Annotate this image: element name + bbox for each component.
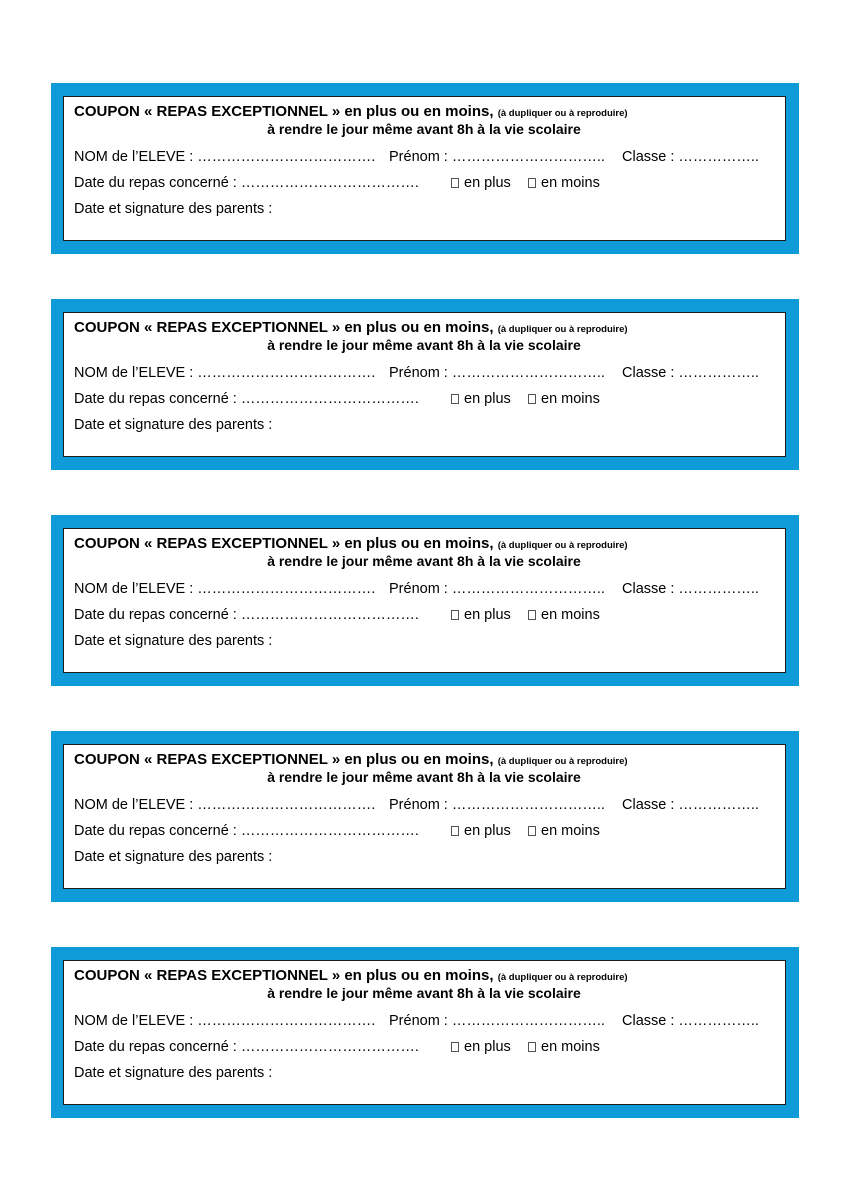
en-moins-option[interactable]: [528, 1039, 600, 1055]
coupon-form: [63, 960, 786, 1105]
en-moins-checkbox[interactable]: [528, 394, 536, 404]
coupon-frame: [51, 83, 799, 254]
prenom-field[interactable]: Prénom : …………………………..: [389, 797, 605, 813]
en-plus-option[interactable]: [451, 823, 511, 839]
coupon-title-text: COUPON « REPAS EXCEPTIONNEL » en plus ou en moins,: [74, 751, 494, 768]
en-moins-label: en moins: [541, 1039, 600, 1055]
parent-signature-row[interactable]: Date et signature des parents :: [74, 633, 273, 649]
en-moins-option[interactable]: [528, 823, 600, 839]
en-moins-label: en moins: [541, 823, 600, 839]
coupon-title: [74, 319, 628, 336]
classe-field[interactable]: Classe : ……………..: [622, 1013, 759, 1029]
en-moins-checkbox[interactable]: [528, 610, 536, 620]
classe-field[interactable]: Classe : ……………..: [622, 149, 759, 165]
en-plus-checkbox[interactable]: [451, 1042, 459, 1052]
coupon-subtitle: à rendre le jour même avant 8h à la vie scolaire: [267, 121, 581, 137]
en-plus-option[interactable]: [451, 607, 511, 623]
prenom-field[interactable]: Prénom : …………………………..: [389, 149, 605, 165]
coupon-subtitle: à rendre le jour même avant 8h à la vie scolaire: [267, 985, 581, 1001]
coupon-title-text: COUPON « REPAS EXCEPTIONNEL » en plus ou en moins,: [74, 319, 494, 336]
coupon-frame: [51, 947, 799, 1118]
meal-date-field[interactable]: Date du repas concerné : ……………………………….: [74, 175, 419, 191]
coupon-subtitle: à rendre le jour même avant 8h à la vie scolaire: [267, 337, 581, 353]
coupon-title-note: (à dupliquer ou à reproduire): [497, 324, 628, 335]
en-moins-option[interactable]: [528, 175, 600, 191]
en-plus-option[interactable]: [451, 1039, 511, 1055]
en-plus-label: en plus: [464, 391, 511, 407]
en-moins-checkbox[interactable]: [528, 1042, 536, 1052]
coupon-title-text: COUPON « REPAS EXCEPTIONNEL » en plus ou en moins,: [74, 967, 494, 984]
classe-field[interactable]: Classe : ……………..: [622, 797, 759, 813]
en-plus-checkbox[interactable]: [451, 610, 459, 620]
coupon-frame: [51, 731, 799, 902]
nom-field[interactable]: NOM de l’ELEVE : ……………………………….: [74, 149, 376, 165]
parent-signature-row[interactable]: Date et signature des parents :: [74, 417, 273, 433]
en-moins-option[interactable]: [528, 391, 600, 407]
parent-signature-row[interactable]: Date et signature des parents :: [74, 849, 273, 865]
en-plus-option[interactable]: [451, 391, 511, 407]
en-plus-label: en plus: [464, 175, 511, 191]
en-plus-checkbox[interactable]: [451, 178, 459, 188]
classe-field[interactable]: Classe : ……………..: [622, 581, 759, 597]
en-moins-option[interactable]: [528, 607, 600, 623]
meal-date-field[interactable]: Date du repas concerné : ……………………………….: [74, 1039, 419, 1055]
en-moins-checkbox[interactable]: [528, 178, 536, 188]
prenom-field[interactable]: Prénom : …………………………..: [389, 581, 605, 597]
en-plus-option[interactable]: [451, 175, 511, 191]
meal-date-field[interactable]: Date du repas concerné : ……………………………….: [74, 391, 419, 407]
coupon-title-note: (à dupliquer ou à reproduire): [497, 108, 628, 119]
coupon-title-note: (à dupliquer ou à reproduire): [497, 756, 628, 767]
en-plus-checkbox[interactable]: [451, 826, 459, 836]
en-plus-label: en plus: [464, 823, 511, 839]
en-plus-label: en plus: [464, 1039, 511, 1055]
nom-field[interactable]: NOM de l’ELEVE : ……………………………….: [74, 797, 376, 813]
nom-field[interactable]: NOM de l’ELEVE : ……………………………….: [74, 1013, 376, 1029]
coupon-title-text: COUPON « REPAS EXCEPTIONNEL » en plus ou en moins,: [74, 535, 494, 552]
parent-signature-row[interactable]: Date et signature des parents :: [74, 1065, 273, 1081]
en-moins-checkbox[interactable]: [528, 826, 536, 836]
en-moins-label: en moins: [541, 391, 600, 407]
nom-field[interactable]: NOM de l’ELEVE : ……………………………….: [74, 365, 376, 381]
coupon-form: [63, 528, 786, 673]
coupon-form: [63, 96, 786, 241]
coupon-frame: [51, 299, 799, 470]
coupon-form: [63, 744, 786, 889]
meal-date-field[interactable]: Date du repas concerné : ……………………………….: [74, 607, 419, 623]
prenom-field[interactable]: Prénom : …………………………..: [389, 1013, 605, 1029]
en-plus-label: en plus: [464, 607, 511, 623]
coupon-frame: [51, 515, 799, 686]
coupon-title: [74, 751, 628, 768]
coupon-title-note: (à dupliquer ou à reproduire): [497, 540, 628, 551]
classe-field[interactable]: Classe : ……………..: [622, 365, 759, 381]
coupon-title: [74, 103, 628, 120]
nom-field[interactable]: NOM de l’ELEVE : ……………………………….: [74, 581, 376, 597]
coupon-title: [74, 535, 628, 552]
parent-signature-row[interactable]: Date et signature des parents :: [74, 201, 273, 217]
coupon-title-text: COUPON « REPAS EXCEPTIONNEL » en plus ou en moins,: [74, 103, 494, 120]
coupon-title-note: (à dupliquer ou à reproduire): [497, 972, 628, 983]
coupon-title: [74, 967, 628, 984]
en-moins-label: en moins: [541, 607, 600, 623]
coupon-subtitle: à rendre le jour même avant 8h à la vie scolaire: [267, 769, 581, 785]
meal-date-field[interactable]: Date du repas concerné : ……………………………….: [74, 823, 419, 839]
coupon-subtitle: à rendre le jour même avant 8h à la vie scolaire: [267, 553, 581, 569]
coupon-form: [63, 312, 786, 457]
en-moins-label: en moins: [541, 175, 600, 191]
prenom-field[interactable]: Prénom : …………………………..: [389, 365, 605, 381]
en-plus-checkbox[interactable]: [451, 394, 459, 404]
